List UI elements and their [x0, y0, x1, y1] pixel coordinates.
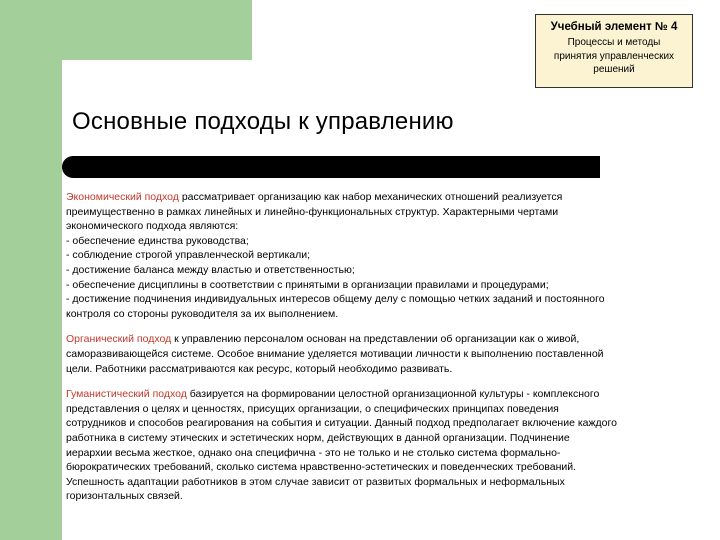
section-line: работника в систему этических и эстетических норм, действующих в данной организации. Подчинение	[66, 431, 570, 444]
left-accent-bar	[0, 0, 62, 540]
section-line: контроля со стороны руководителя за их выполнением.	[66, 307, 339, 320]
module-subtitle-line: решений	[593, 64, 635, 75]
section-term: Экономический подход	[66, 191, 179, 203]
section-line	[66, 332, 700, 347]
section-line: экономического подхода являются:	[66, 220, 239, 233]
section-text: рассматривает организацию как набор механических отношений реализуется	[178, 191, 563, 203]
section-term: Гуманистический подход	[66, 388, 187, 401]
section-line: - достижение баланса между властью и ответственностью;	[66, 263, 355, 276]
section-organic	[66, 332, 700, 376]
module-info-box	[535, 14, 693, 88]
section-term: Органический подход	[66, 333, 172, 346]
main-content	[66, 190, 700, 515]
section-line: - соблюдение строгой управленческой вертикали;	[66, 249, 311, 262]
page-title: Основные подходы к управлению	[72, 108, 454, 135]
section-line: преимущественно в рамках линейных и линейно-функциональных структур. Характерными чертами	[66, 205, 559, 218]
module-subtitle	[536, 36, 692, 77]
module-subtitle-line: принятия управленческих	[553, 50, 675, 62]
module-subtitle-line: Процессы и методы	[567, 37, 661, 48]
section-line: сотрудников и способов реагирования на события и ситуации. Данный подход предполагает включение каждого	[66, 417, 617, 430]
section-line: иерархии весьма жесткое, однако она специфична - это не только и не столько система формально-	[66, 446, 561, 459]
section-humanistic	[66, 387, 700, 504]
section-line: бюрократических требований, сколько система нравственно-эстетических и поведенческих требований.	[66, 461, 577, 474]
section-line: - обеспечение единства руководства;	[66, 234, 249, 247]
section-line	[66, 190, 700, 205]
section-text: к управлению персоналом основан на представлении об организации как о живой,	[171, 333, 580, 346]
section-line	[66, 387, 700, 402]
section-line: цели. Работники рассматриваются как ресурс, который необходимо развивать.	[66, 362, 453, 375]
section-line: - достижение подчинения индивидуальных интересов общему делу с помощью четких заданий и постоянного	[66, 293, 605, 306]
section-line: Успешность адаптации работников в этом случае зависит от развитых формальных и неформальных	[66, 475, 565, 488]
section-economic	[66, 190, 700, 321]
section-text: базируется на формировании целостной организационной культуры - комплексного	[186, 388, 600, 401]
section-line: саморазвивающейся системе. Особое внимание уделяется мотивации личности к выполнению поставленной	[66, 347, 604, 360]
section-line: - обеспечение дисциплины в соответствии с принятыми в организации правилами и процедурами;	[66, 278, 549, 291]
section-line: представления о целях и ценностях, присущих организации, о специфических принципах поведения	[66, 402, 559, 415]
module-title: Учебный элемент № 4	[550, 21, 678, 33]
top-accent-block	[0, 0, 252, 60]
title-divider	[62, 156, 600, 178]
section-line: горизонтальных связей.	[66, 490, 183, 503]
